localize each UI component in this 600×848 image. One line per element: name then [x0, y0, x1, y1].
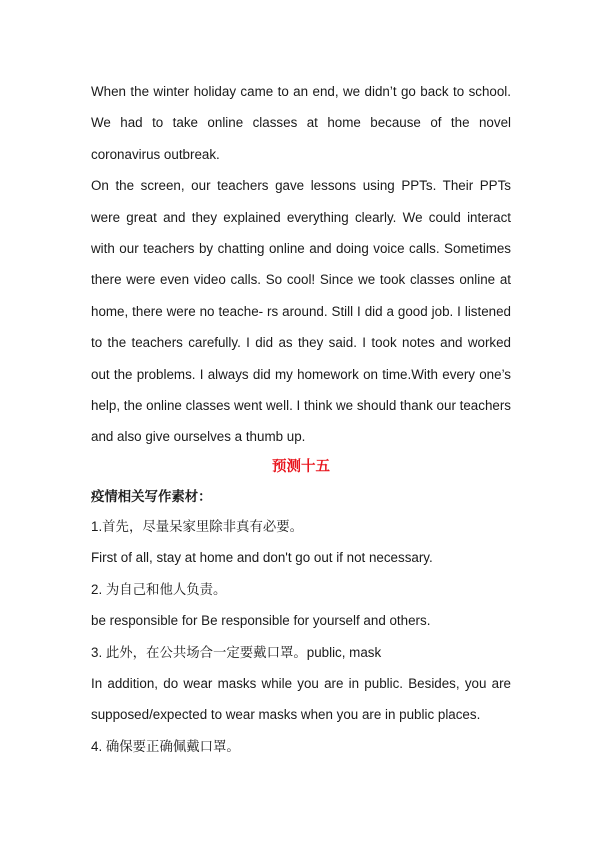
material-item-4-cn: 4. 确保要正确佩戴口罩。 [91, 738, 240, 754]
essay-paragraph-2: On the screen, our teachers gave lessons using PPTs. Their PPTs were great and they explained everything clearly. We could interact with our teachers by chatting online and doing voice calls. Sometimes there were even video calls. So cool! Since we took classes online at home, there were no teache- rs around. Still I did a good job. I listened to the teachers carefully. I did as they said. I took notes and worked out the problems. I always did my homework on time.With every one’s help, the online classes went well. I think we should thank our teachers and also give ourselves a thumb up. [91, 178, 511, 445]
material-item-2-en: be responsible for Be responsible for yourself and others. [91, 613, 431, 629]
material-item-1-cn: 1.首先，尽量呆家里除非真有必要。 [91, 518, 304, 534]
section-subtitle: 疫情相关写作素材： [91, 488, 212, 504]
material-item-3-en: In addition, do wear masks while you are in public. Besides, you are supposed/expected to wear masks when you are in public places. [91, 675, 511, 723]
material-item-2-cn: 2. 为自己和他人负责。 [91, 581, 227, 597]
material-item-1-en: First of all, stay at home and don't go out if not necessary. [91, 550, 433, 566]
document-page [91, 76, 511, 762]
essay-paragraph-1: When the winter holiday came to an end, we didn’t go back to school. We had to take online classes at home because of the novel coronavirus outbreak. [91, 84, 511, 162]
section-title: 预测十五 [272, 458, 330, 475]
material-item-3-cn: 3. 此外，在公共场合一定要戴口罩。public, mask [91, 644, 382, 660]
